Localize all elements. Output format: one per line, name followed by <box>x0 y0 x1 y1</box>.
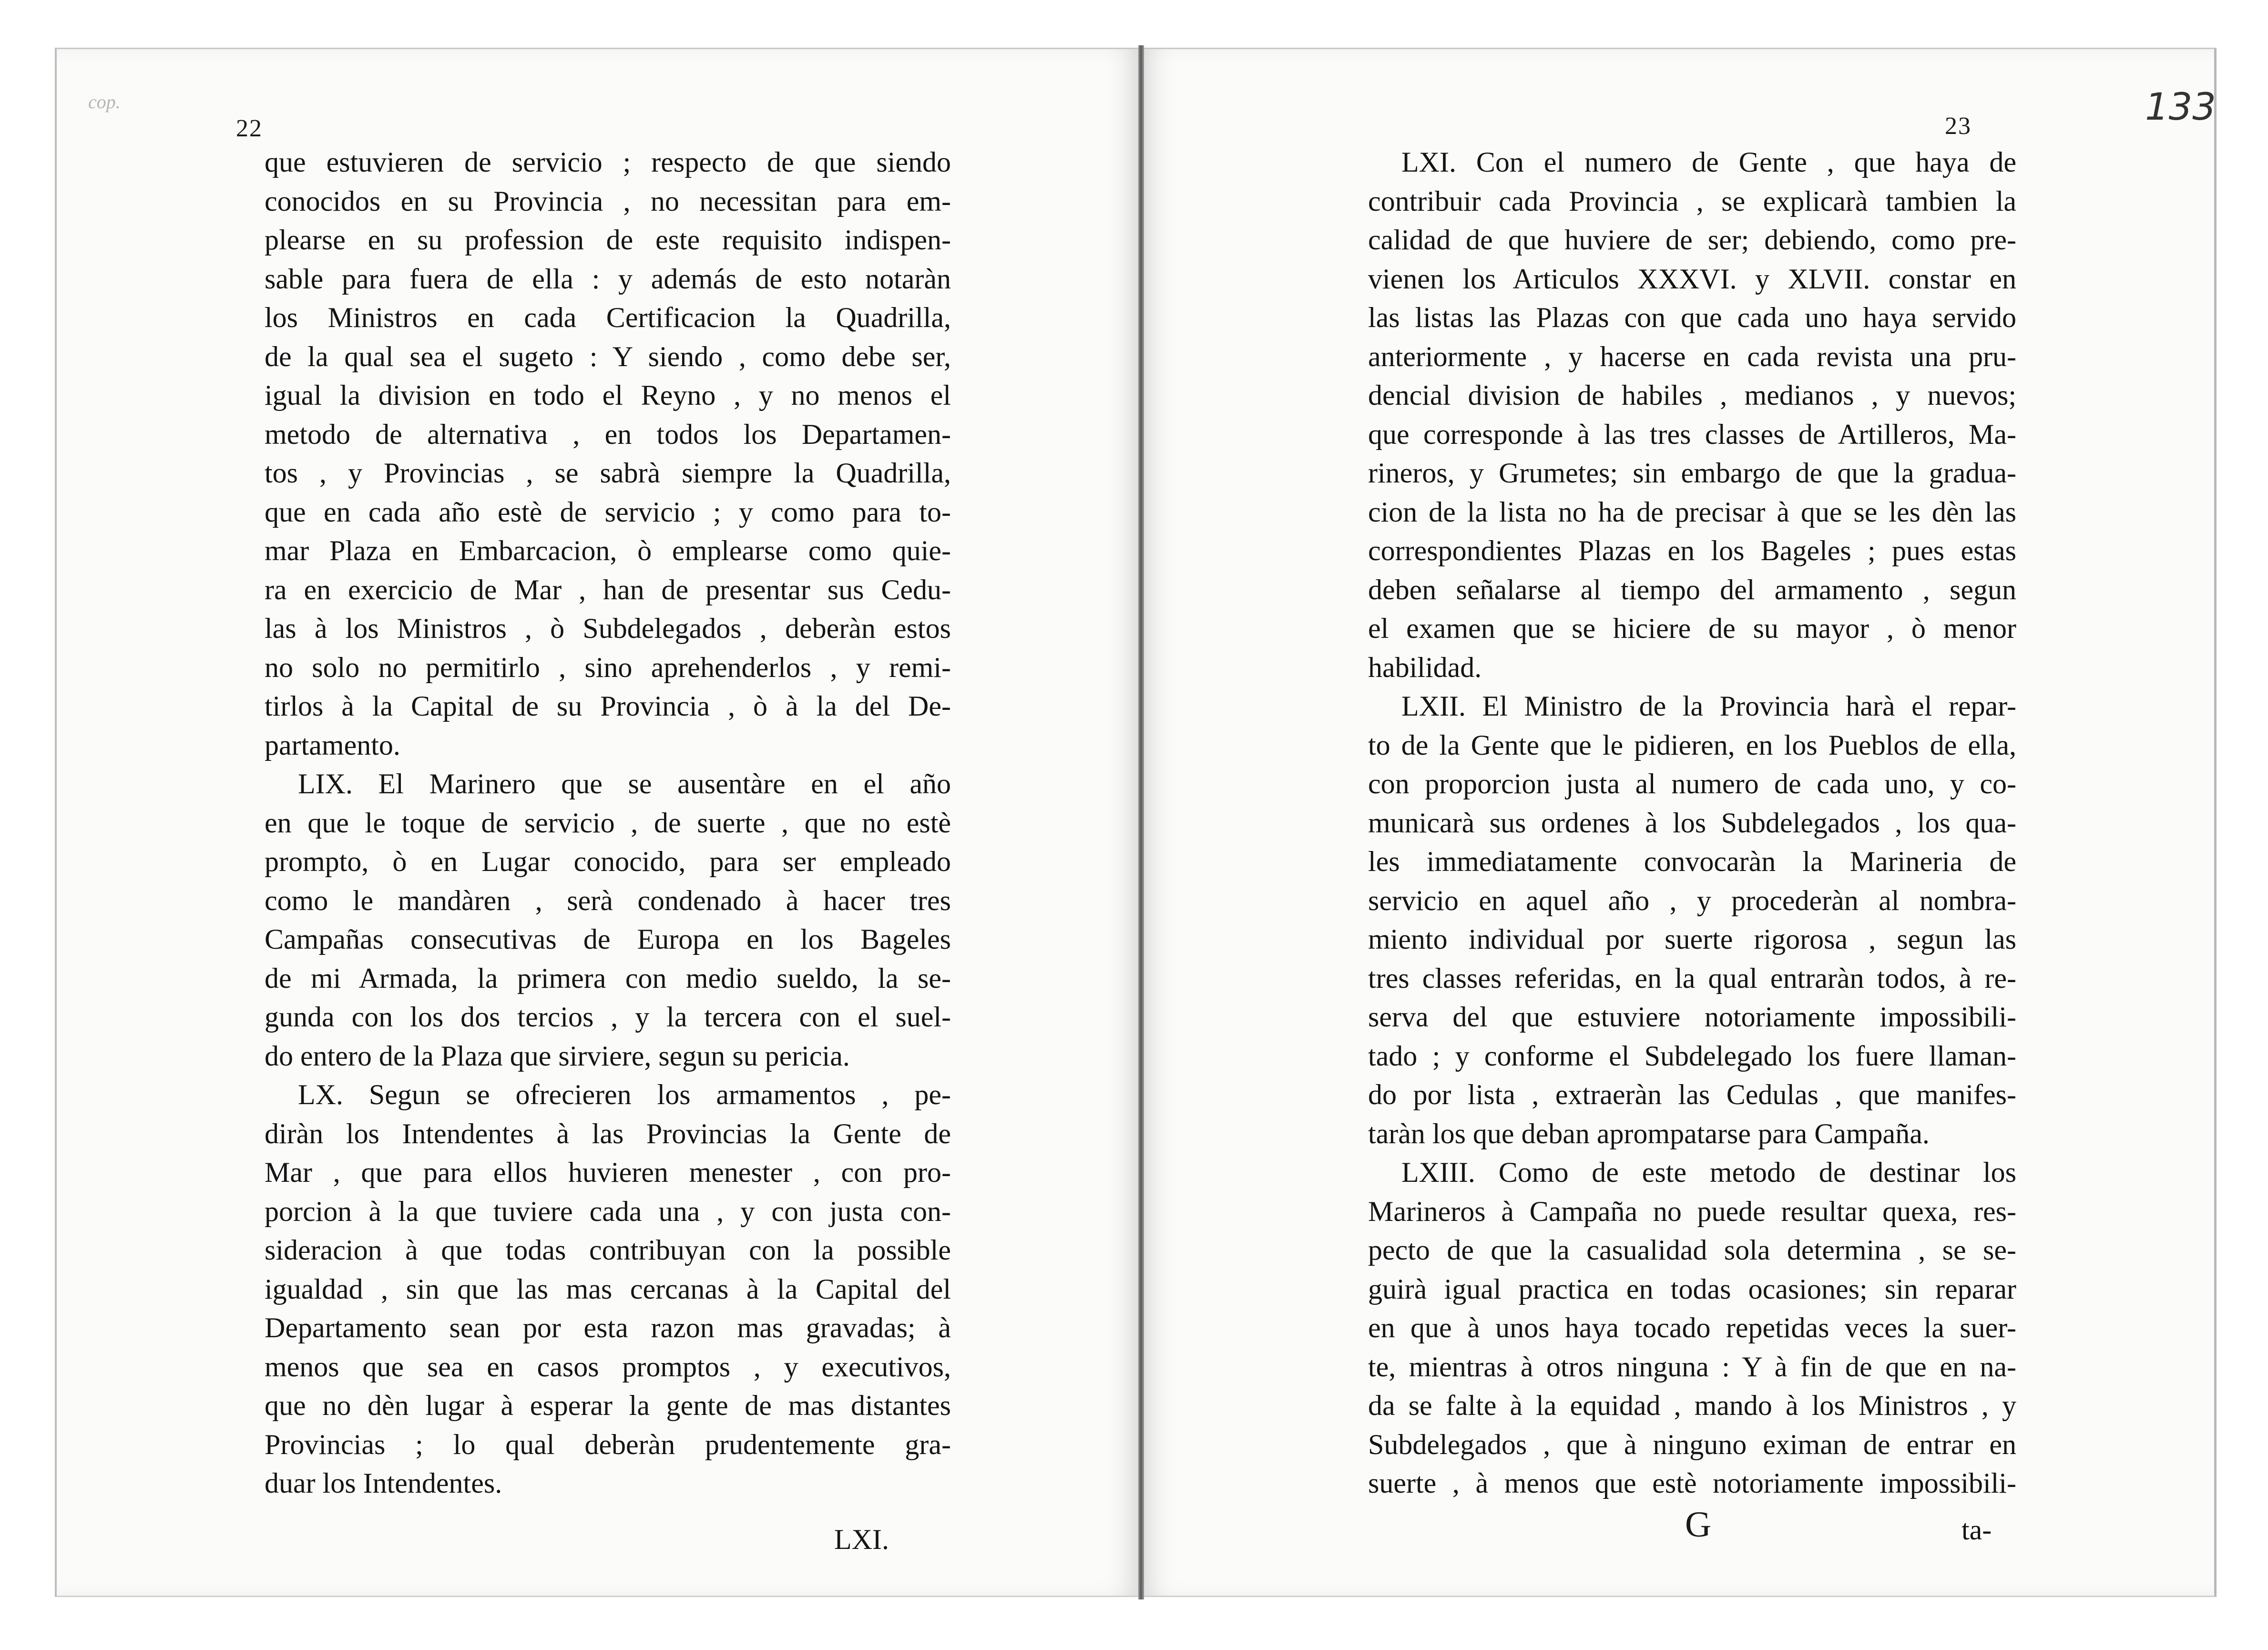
text-line: prompto, ò en Lugar conocido, para ser empleado <box>265 846 951 877</box>
text-line: sable para fuera de ella : y además de esto notaràn <box>265 263 951 295</box>
text-line: habilidad. <box>1368 651 1482 683</box>
text-line: plearse en su profession de este requisito indispen- <box>265 224 951 256</box>
text-line: do entero de la Plaza que sirviere, segun su pericia. <box>265 1040 850 1072</box>
text-line: con proporcion justa al numero de cada uno, y co- <box>1368 768 2016 799</box>
text-line: do por lista , extraeràn las Cedulas , que manifes- <box>1368 1079 2016 1110</box>
text-line: vienen los Articulos XXXVI. y XLVII. constar en <box>1368 263 2016 295</box>
text-line: les immediatamente convocaràn la Marineria de <box>1368 846 2016 877</box>
text-line: de mi Armada, la primera con medio sueldo, la se- <box>265 962 951 994</box>
text-line: Campañas consecutivas de Europa en los Bageles <box>265 923 951 955</box>
text-line: cion de la lista no ha de precisar à que se les dèn las <box>1368 496 2016 528</box>
text-line: LX. Segun se ofrecieren los armamentos , pe- <box>298 1079 951 1110</box>
text-line: metodo de alternativa , en todos los Departamen- <box>265 418 951 450</box>
text-line: LIX. El Marinero que se ausentàre en el año <box>298 768 951 799</box>
signature-mark: G <box>1685 1505 1711 1545</box>
text-line: te, mientras à otros ninguna : Y à fin de que en na- <box>1368 1351 2016 1383</box>
catchword-right: ta- <box>1962 1514 1992 1546</box>
text-line: el examen que se hiciere de su mayor , ò menor <box>1368 613 2016 644</box>
text-line: en que à unos haya tocado repetidas veces la suer- <box>1368 1312 2016 1343</box>
text-line: deben señalarse al tiempo del armamento , segun <box>1368 574 2016 605</box>
text-line: rineros, y Grumetes; sin embargo de que la gradua- <box>1368 457 2016 489</box>
text-line: conocidos en su Provincia , no necessitan para em- <box>265 185 951 217</box>
right-text-column <box>1368 143 2016 1503</box>
text-line: diràn los Intendentes à las Provincias la Gente de <box>265 1117 951 1149</box>
text-line: gunda con los dos tercios , y la tercera con el suel- <box>265 1001 951 1033</box>
text-line: LXIII. Como de este metodo de destinar los <box>1401 1157 2016 1188</box>
page-number-right: 23 <box>1945 113 1972 140</box>
page-number-left: 22 <box>236 115 263 142</box>
text-line: igualdad , sin que las mas cercanas à la Capital del <box>265 1273 951 1305</box>
text-line: que no dèn lugar à esperar la gente de mas distantes <box>265 1390 951 1421</box>
text-line: serva del que estuviere notoriamente impossibili- <box>1368 1001 2016 1033</box>
text-line: como le mandàren , serà condenado à hacer tres <box>265 884 951 916</box>
text-line: miento individual por suerte rigorosa , segun las <box>1368 923 2016 955</box>
text-line: to de la Gente que le pidieren, en los Pueblos de ella, <box>1368 729 2016 761</box>
text-line: duar los Intendentes. <box>265 1467 502 1499</box>
text-line: contribuir cada Provincia , se explicarà tambien la <box>1368 185 2016 217</box>
text-line: calidad de que huviere de ser; debiendo, como pre- <box>1368 224 2016 256</box>
text-line: no solo no permitirlo , sino aprehenderlos , y remi- <box>265 651 951 683</box>
text-line: tres classes referidas, en la qual entraràn todos, à re- <box>1368 962 2016 994</box>
catchword-left: LXI. <box>834 1524 889 1555</box>
text-line: Provincias ; lo qual deberàn prudentemente gra- <box>265 1428 951 1460</box>
text-line: que corresponde à las tres classes de Artilleros, Ma- <box>1368 418 2016 450</box>
text-line: suerte , à menos que estè notoriamente impossibili- <box>1368 1467 2016 1499</box>
text-line: da se falte à la equidad , mando à los Ministros , y <box>1368 1390 2016 1421</box>
book-gutter <box>1138 45 1144 1599</box>
left-text-column <box>265 143 951 1503</box>
text-line: Departamento sean por esta razon mas gravadas; à <box>265 1312 951 1343</box>
text-line: los Ministros en cada Certificacion la Quadrilla, <box>265 302 951 333</box>
text-line: menos que sea en casos promptos , y executivos, <box>265 1351 951 1383</box>
text-line: municarà sus ordenes à los Subdelegados , los qua- <box>1368 807 2016 839</box>
text-line: Marineros à Campaña no puede resultar quexa, res- <box>1368 1195 2016 1227</box>
faint-pencil-mark: cop. <box>88 91 121 113</box>
archive-folio-number: 133 <box>2145 86 2216 129</box>
text-line: LXI. Con el numero de Gente , que haya de <box>1401 146 2016 178</box>
text-line: tos , y Provincias , se sabrà siempre la Quadrilla, <box>265 457 951 489</box>
text-line: Mar , que para ellos huvieren menester , con pro- <box>265 1157 951 1188</box>
text-line: guirà igual practica en todas ocasiones; sin reparar <box>1368 1273 2016 1305</box>
text-line: que estuvieren de servicio ; respecto de que siendo <box>265 146 951 178</box>
text-line: LXII. El Ministro de la Provincia harà el repar- <box>1401 690 2016 722</box>
text-line: de la qual sea el sugeto : Y siendo , como debe ser, <box>265 340 951 372</box>
text-line: correspondientes Plazas en los Bageles ; pues estas <box>1368 535 2016 566</box>
text-line: igual la division en todo el Reyno , y no menos el <box>265 379 951 411</box>
text-line: tado ; y conforme el Subdelegado los fuere llaman- <box>1368 1040 2016 1072</box>
text-line: mar Plaza en Embarcacion, ò emplearse como quie- <box>265 535 951 566</box>
text-line: porcion à la que tuviere cada una , y con justa con- <box>265 1195 951 1227</box>
text-line: ra en exercicio de Mar , han de presentar sus Cedu- <box>265 574 951 605</box>
text-line: las à los Ministros , ò Subdelegados , deberàn estos <box>265 613 951 644</box>
text-line: en que le toque de servicio , de suerte , que no estè <box>265 807 951 839</box>
text-line: servicio en aquel año , y procederàn al nombra- <box>1368 884 2016 916</box>
text-line: taràn los que deban aprompatarse para Campaña. <box>1368 1117 1930 1149</box>
text-line: anteriormente , y hacerse en cada revista una pru- <box>1368 340 2016 372</box>
text-line: que en cada año estè de servicio ; y como para to- <box>265 496 951 528</box>
text-line: pecto de que la casualidad sola determina , se se- <box>1368 1234 2016 1266</box>
text-line: tirlos à la Capital de su Provincia , ò à la del De- <box>265 690 951 722</box>
text-line: las listas las Plazas con que cada uno haya servido <box>1368 302 2016 333</box>
text-line: Subdelegados , que à ninguno eximan de entrar en <box>1368 1428 2016 1460</box>
text-line: dencial division de habiles , medianos , y nuevos; <box>1368 379 2016 411</box>
text-line: partamento. <box>265 729 400 761</box>
text-line: sideracion à que todas contribuyan con la possible <box>265 1234 951 1266</box>
